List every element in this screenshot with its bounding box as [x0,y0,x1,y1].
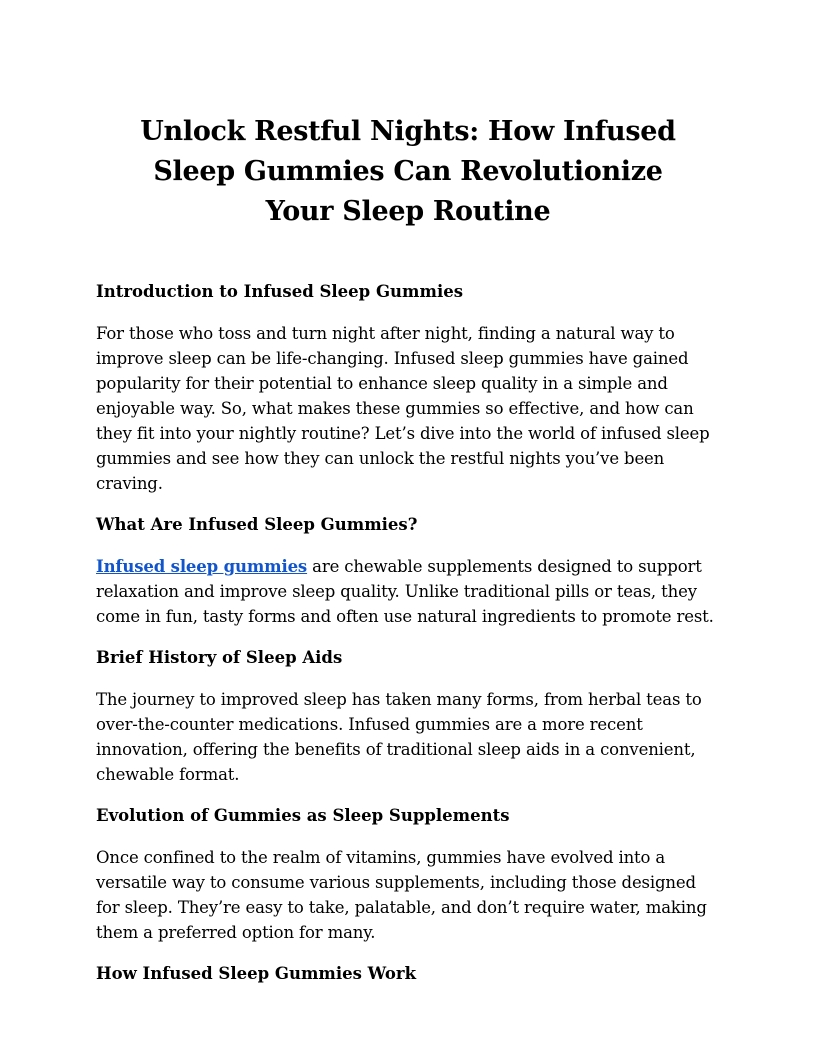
section-what-are [96,513,720,629]
section-paragraph: Once confined to the realm of vitamins, gummies have evolved into a versatile way to consume various supplements, including those designed for sleep. They’re easy to take, palatable, and don’t require water, making them a preferred option for many. [96,848,707,942]
section-heading: Introduction to Infused Sleep Gummies [96,282,464,301]
section-paragraph: For those who toss and turn night after night, finding a natural way to improve sleep can be life-changing. Infused sleep gummies have gained popularity for their potential to enhance sleep quality in a simple and enjoyable way. So, what makes these gummies so effective, and how can they fit into your nightly routine? Let’s dive into the world of infused sleep gummies and see how they can unlock the restful nights you’ve been craving. [96,324,710,493]
section-introduction [96,280,720,496]
document-page [96,112,720,986]
section-heading: How Infused Sleep Gummies Work [96,964,417,983]
infused-sleep-gummies-link[interactable]: Infused sleep gummies [96,557,308,576]
section-paragraph [96,554,720,629]
section-heading: Evolution of Gummies as Sleep Supplements [96,806,510,825]
paragraph-text: are chewable supplements designed to support relaxation and improve sleep quality. Unlike traditional pills or teas, they come in fun, tasty forms and often use natural ingredients to promote rest. [96,557,714,626]
section-heading: Brief History of Sleep Aids [96,648,343,667]
section-paragraph: The journey to improved sleep has taken many forms, from herbal teas to over-the-counter medications. Infused gummies are a more recent innovation, offering the benefits of traditional sleep aids in a convenient, chewable format. [96,690,702,784]
section-history [96,646,720,787]
section-heading: What Are Infused Sleep Gummies? [96,515,418,534]
section-evolution [96,804,720,945]
document-title: Unlock Restful Nights: How Infused Sleep Gummies Can Revolutionize Your Sleep Routine [140,116,676,227]
section-how-work [96,962,720,986]
